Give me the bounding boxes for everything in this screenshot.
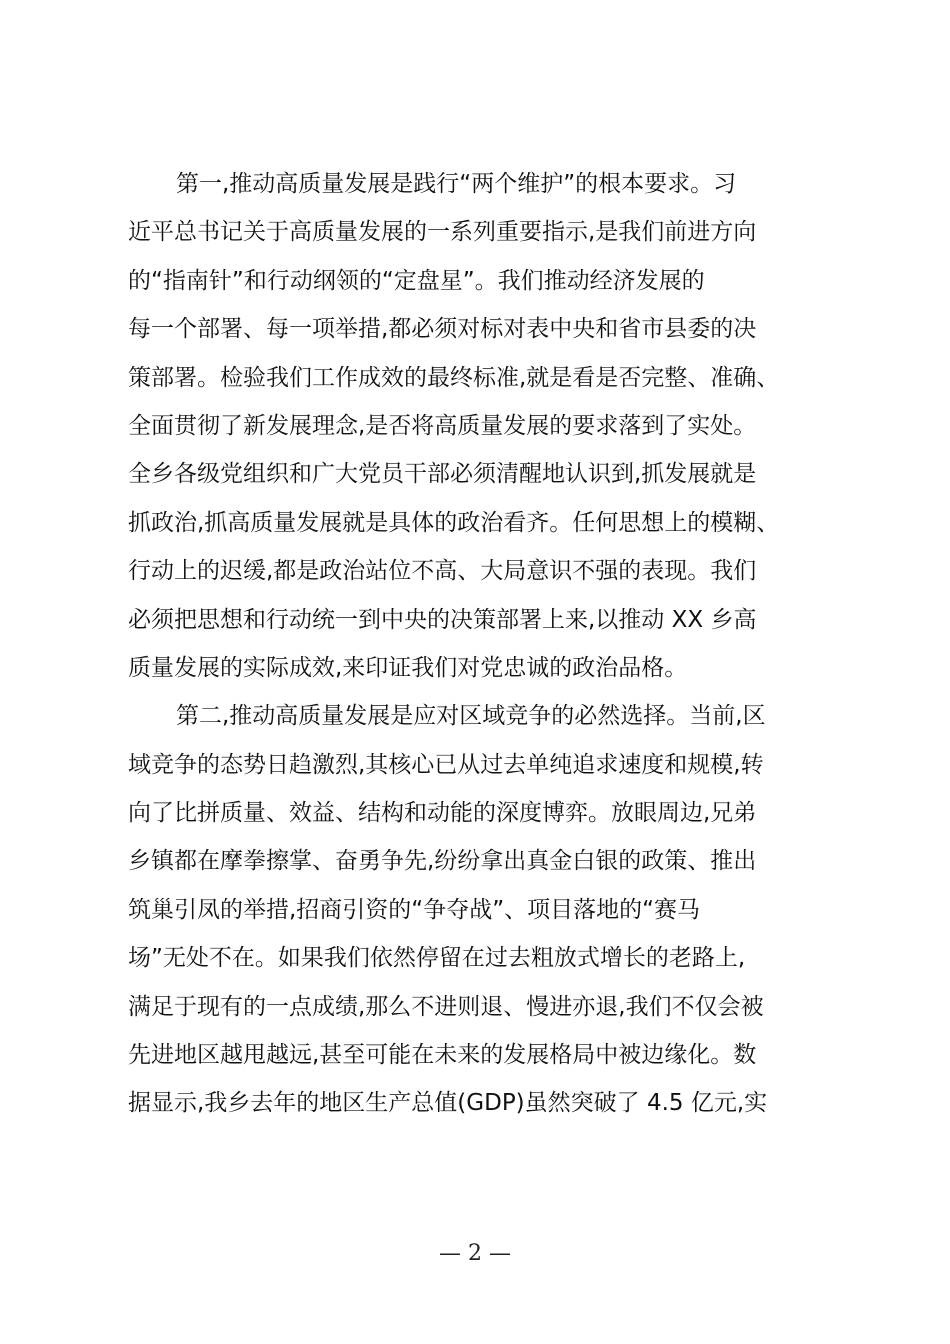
- paragraph-2-line-1: 第二,推动高质量发展是应对区域竞争的必然选择。当前,区: [176, 703, 766, 730]
- paragraph-1-line-8: 抓政治,抓高质量发展就是具体的政治看齐。任何思想上的模糊、: [128, 509, 780, 536]
- paragraph-1-line-6: 全面贯彻了新发展理念,是否将高质量发展的要求落到了实处。: [128, 412, 757, 439]
- paragraph-1-line-11: 质量发展的实际成效,来印证我们对党忠诚的政治品格。: [128, 654, 688, 681]
- paragraph-2-line-2: 域竞争的态势日趋激烈,其核心已从过去单纯追求速度和规模,转: [128, 751, 764, 778]
- paragraph-1-line-5: 策部署。检验我们工作成效的最终标准,就是看是否完整、准确、: [128, 364, 780, 391]
- paragraph-2-line-6: 场”无处不在。如果我们依然停留在过去粗放式增长的老路上,: [128, 945, 746, 972]
- paragraph-1-line-1: 第一,推动高质量发展是践行“两个维护”的根本要求。习: [176, 171, 737, 197]
- paragraph-2-line-5: 筑巢引凤的举措,招商引资的“争夺战”、项目落地的“赛马: [128, 896, 701, 923]
- paragraph-1-line-10: 必须把思想和行动统一到中央的决策部署上来,以推动 XX 乡高: [128, 606, 757, 633]
- body-text: [128, 160, 840, 1128]
- paragraph-2-line-7: 满足于现有的一点成绩,那么不进则退、慢进亦退,我们不仅会被: [128, 993, 764, 1020]
- paragraph-1-line-3: 的“指南针”和行动纲领的“定盘星”。我们推动经济发展的: [128, 267, 705, 294]
- page-number: — 2 —: [439, 1241, 511, 1266]
- paragraph-2-line-8: 先进地区越甩越远,甚至可能在未来的发展格局中被边缘化。数: [128, 1042, 757, 1069]
- paragraph-1-line-2: 近平总书记关于高质量发展的一系列重要指示,是我们前进方向: [128, 219, 757, 246]
- paragraph-1-line-4: 每一个部署、每一项举措,都必须对标对表中央和省市县委的决: [128, 316, 757, 343]
- paragraph-2-line-9: 据显示,我乡去年的地区生产总值(GDP)虽然突破了 4.5 亿元,实: [128, 1090, 768, 1117]
- paragraph-2-line-3: 向了比拼质量、效益、结构和动能的深度博弈。放眼周边,兄弟: [128, 800, 757, 827]
- paragraph-1-line-9: 行动上的迟缓,都是政治站位不高、大局意识不强的表现。我们: [128, 558, 757, 585]
- paragraph-1-line-7: 全乡各级党组织和广大党员干部必须清醒地认识到,抓发展就是: [128, 461, 757, 488]
- paragraph-2-line-4: 乡镇都在摩拳擦掌、奋勇争先,纷纷拿出真金白银的政策、推出: [128, 848, 757, 875]
